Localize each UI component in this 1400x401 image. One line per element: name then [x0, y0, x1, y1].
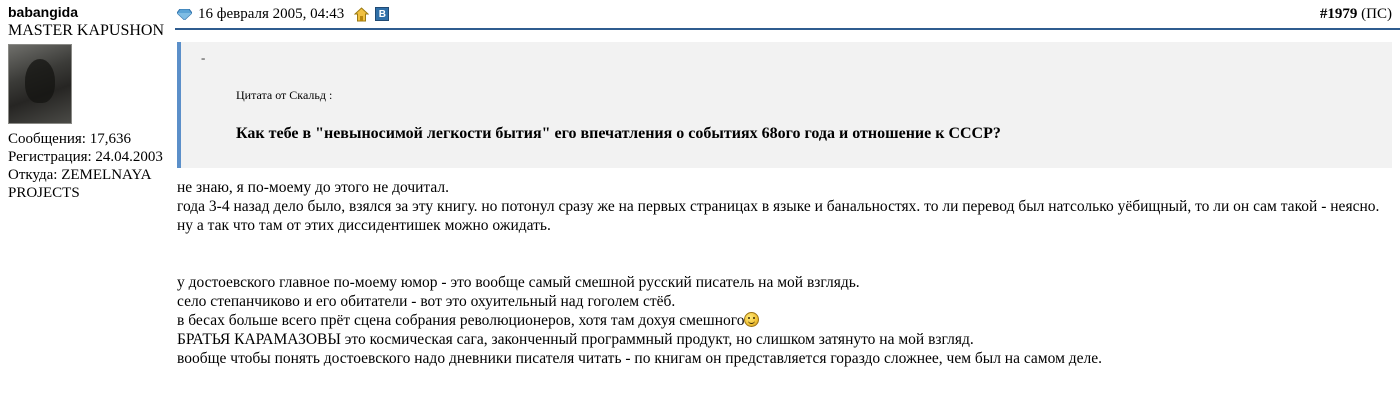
post-date: 16 февраля 2005, 04:43	[198, 5, 345, 22]
author-username[interactable]: babangida	[8, 4, 79, 20]
post-line-1: не знаю, я по-моему до этого не дочитал.	[177, 179, 449, 196]
post-number-value: #1979	[1319, 5, 1358, 22]
post-line-8: вообще чтобы понять достоевского надо дневники писателя читать - по книгам он представляется гораздо сложнее, чем был на самом деле.	[177, 350, 1103, 367]
quote-block	[177, 42, 1392, 168]
gem-icon	[177, 9, 192, 20]
quote-attribution: Цитата от Скальд :	[236, 88, 333, 102]
post-header	[175, 0, 1400, 30]
post-number-suffix: (ПС)	[1361, 5, 1392, 22]
paragraph-spacer	[177, 235, 1392, 273]
avatar	[8, 44, 72, 124]
post-line-5: село степанчиково и его обитатели - вот это охуительный над гоголем стёб.	[177, 293, 676, 310]
author-rank: MASTER KAPUSHON	[8, 22, 165, 39]
quote-text: Как тебе в "невыносимой легкости бытия" его впечатления о событиях 68ого года и отношение к СССР?	[236, 125, 1001, 142]
post-line-4: у достоевского главное по-моему юмор - это вообще самый смешной русский писатель на мой взглядь.	[177, 274, 860, 291]
author-stat-location: Откуда: ZEMELNAYA PROJECTS	[8, 167, 151, 201]
post-line-2: года 3-4 назад дело было, взялся за эту книгу. но потонул сразу же на первых страницах в языке и банальностях. то ли перевод был натсолько уёбищный, то ли он сам такой - неясно.	[177, 198, 1380, 215]
vk-icon[interactable]: В	[375, 7, 389, 21]
post-line-7: БРАТЬЯ КАРАМАЗОВЫ это космическая сага, законченный программный продукт, но слишком затянуто на мой взгляд.	[177, 331, 974, 348]
post-content-column	[175, 0, 1400, 368]
post-line-3: ну а так что там от этих диссидентишек можно ожидать.	[177, 217, 551, 234]
quote-dash: -	[201, 50, 206, 65]
post-author-column	[0, 0, 175, 368]
home-icon[interactable]	[354, 7, 369, 22]
post-number	[1320, 6, 1394, 23]
post-line-6	[177, 311, 1392, 330]
author-stat-registered: Регистрация: 24.04.2003	[8, 149, 163, 165]
post-line-6-text: в бесах больше всего прёт сцена собрания революционеров, хотя там дохуя смешного	[177, 312, 745, 329]
smiley-icon	[744, 312, 759, 327]
author-stat-messages: Сообщения: 17,636	[8, 131, 131, 147]
post-body	[175, 178, 1400, 368]
